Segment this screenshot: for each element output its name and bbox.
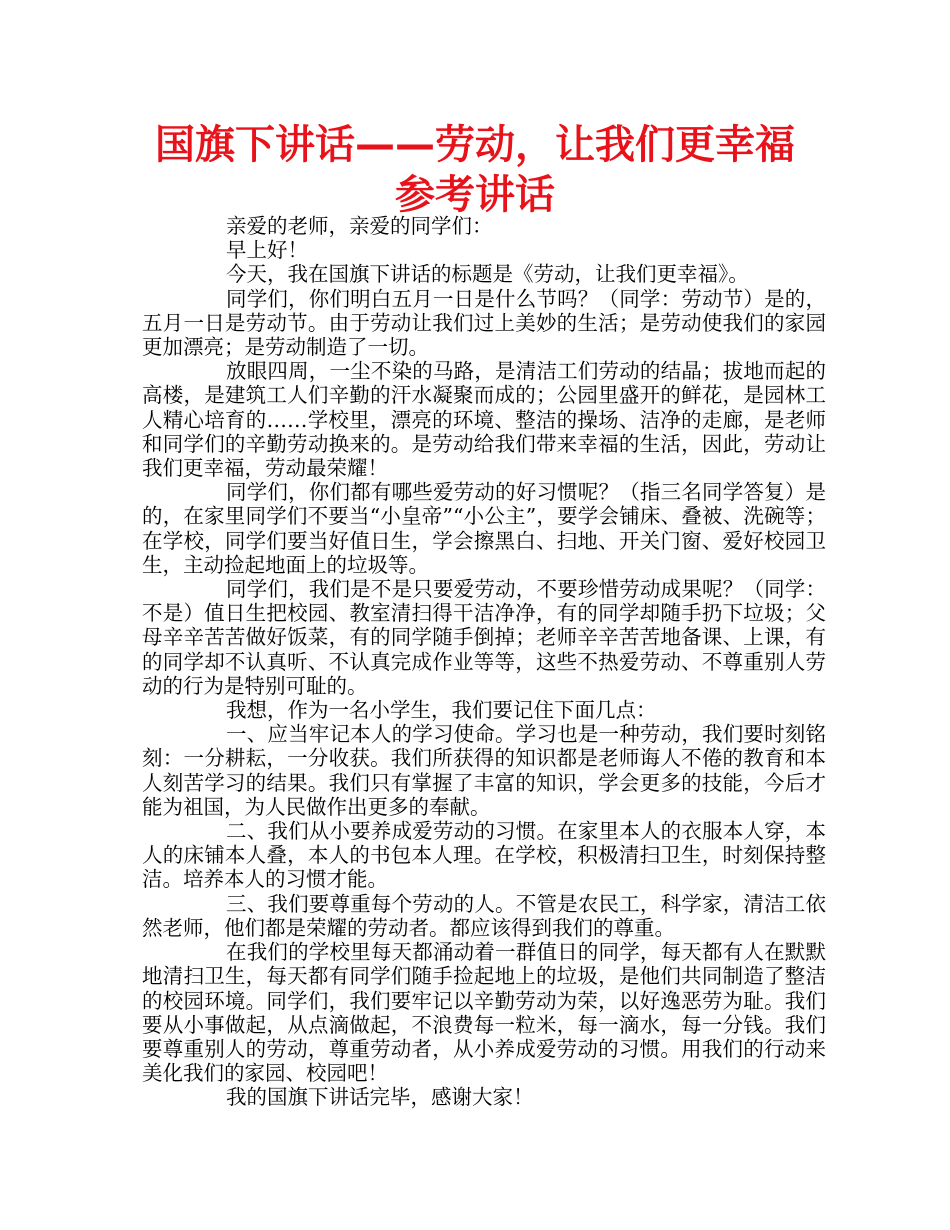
point-two-paragraph: 二、我们从小要养成爱劳动的习惯。在家里本人的衣服本人穿，本人的床铺本人叠，本人的书包本人理。在学校，积极清扫卫生，时刻保持整洁。培养本人的习惯才能。 <box>142 819 826 892</box>
body-paragraph: 我想，作为一名小学生，我们要记住下面几点： <box>226 698 657 723</box>
body-paragraph: 同学们，我们是不是只要爱劳动，不要珍惜劳动成果呢？（同学：不是）值日生把校园、教室清扫得干洁净净，有的同学却随手扔下垃圾；父母辛辛苦苦做好饭菜，有的同学随手倒掉；老师辛辛苦苦地备课、上课，有的同学却不认真听、不认真完成作业等等，这些不热爱劳动、不尊重别人劳动的行为是特别可耻的。 <box>142 577 826 698</box>
body-paragraph: 同学们，你们明白五月一日是什么节吗？（同学：劳动节）是的，五月一日是劳动节。由于劳动让我们过上美妙的生活；是劳动使我们的家园更加漂亮；是劳动制造了一切。 <box>142 286 826 360</box>
body-paragraph: 同学们，你们都有哪些爱劳动的好习惯呢？（指三名同学答复）是的，在家里同学们不要当“小皇帝”“小公主”，要学会铺床、叠被、洗碗等；在学校，同学们要当好值日生，学会擦黑白、扫地、开关门窗、爱好校园卫生，主动捡起地面上的垃圾等。 <box>142 480 826 577</box>
topic-paragraph: 今天，我在国旗下讲话的标题是《劳动，让我们更幸福》。 <box>226 262 749 287</box>
point-three-paragraph: 三、我们要尊重每个劳动的人。不管是农民工，科学家，清洁工依然老师，他们都是荣耀的劳动者。都应该得到我们的尊重。 <box>142 891 826 940</box>
greeting-paragraph: 亲爱的老师，亲爱的同学们： <box>226 214 493 238</box>
body-paragraph: 在我们的学校里每天都涌动着一群值日的同学，每天都有人在默默地清扫卫生，每天都有同学们随手捡起地上的垃圾，是他们共同制造了整洁的校园环境。同学们，我们要牢记以辛勤劳动为荣，以好逸恶劳为耻。我们要从小事做起，从点滴做起，不浪费每一粒米，每一滴水，每一分钱。我们要尊重别人的劳动，尊重劳动者，从小养成爱劳动的习惯。用我们的行动来美化我们的家园、校园吧！ <box>142 940 826 1086</box>
closing-paragraph: 我的国旗下讲话完毕，感谢大家！ <box>226 1085 534 1110</box>
point-one-paragraph: 一、应当牢记本人的学习使命。学习也是一种劳动，我们要时刻铭刻：一分耕耘，一分收获。我们所获得的知识都是老师诲人不倦的教育和本人刻苦学习的结果。我们只有掌握了丰富的知识，学会更多的技能，今后才能为祖国，为人民做作出更多的奉献。 <box>142 722 826 819</box>
good-morning-paragraph: 早上好！ <box>226 238 308 263</box>
document-body <box>142 214 826 1110</box>
body-paragraph: 放眼四周，一尘不染的马路，是清洁工们劳动的结晶；拔地而起的高楼，是建筑工人们辛勤的汗水凝聚而成的；公园里盛开的鲜花，是园林工人精心培育的……学校里，漂亮的环境、整洁的操场、洁净的走廊，是老师和同学们的辛勤劳动换来的。是劳动给我们带来幸福的生活，因此，劳动让我们更幸福，劳动最荣耀！ <box>142 359 826 481</box>
document-title: 国旗下讲话——劳动，让我们更幸福参考讲话 <box>155 122 795 218</box>
